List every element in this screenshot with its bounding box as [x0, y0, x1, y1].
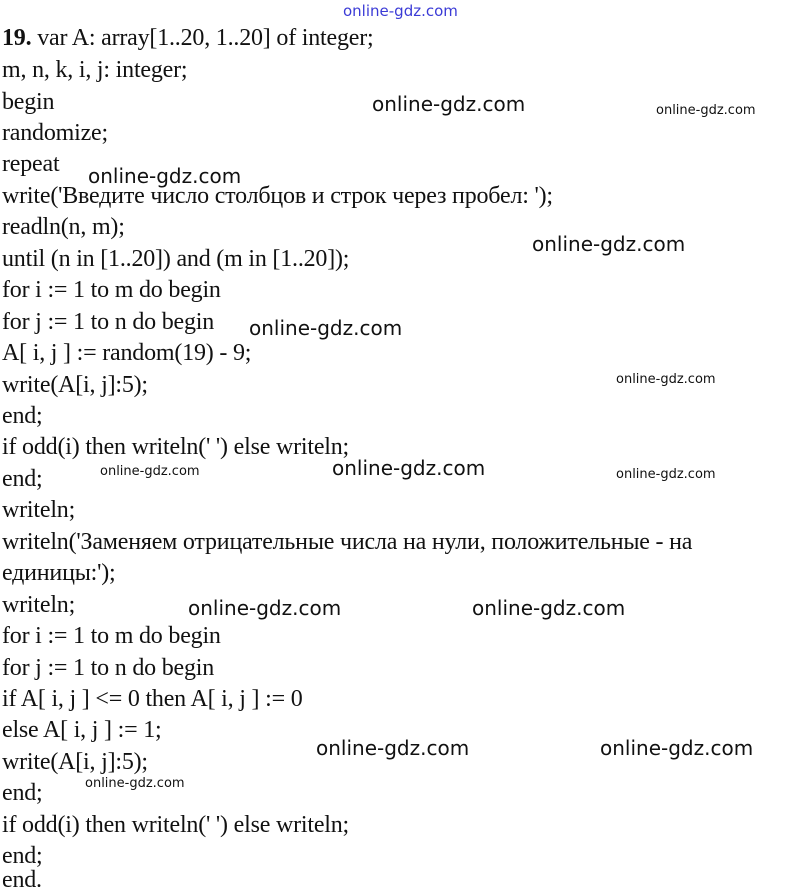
watermark: online-gdz.com: [532, 232, 686, 256]
watermark: online-gdz.com: [100, 464, 200, 479]
code-line-2: m, n, k, i, j: integer;: [2, 57, 188, 83]
code-line-17: writeln('Заменяем отрицательные числа на нули, положительные - на: [2, 529, 693, 555]
watermark: online-gdz.com: [616, 372, 716, 387]
watermark: online-gdz.com: [88, 164, 242, 188]
code-line-15: end;: [2, 466, 43, 492]
code-line-10: for j := 1 to n do begin: [2, 309, 215, 335]
code-line-25: end;: [2, 780, 43, 806]
code-line-4: randomize;: [2, 120, 108, 146]
code-line-16: writeln;: [2, 497, 76, 523]
code-line-20: for i := 1 to m do begin: [2, 623, 221, 649]
code-line-21: for j := 1 to n do begin: [2, 655, 215, 681]
code-line-6: write('Введите число столбцов и строк через пробел: ');: [2, 183, 553, 209]
watermark: online-gdz.com: [600, 736, 754, 760]
code-line-1: [2, 22, 374, 54]
code-line-22: if A[ i, j ] <= 0 then A[ i, j ] := 0: [2, 686, 303, 712]
code-text: var A: array[1..20, 1..20] of integer;: [31, 25, 374, 51]
watermark: online-gdz.com: [332, 456, 486, 480]
watermark: online-gdz.com: [616, 467, 716, 482]
code-line-5: repeat: [2, 151, 60, 177]
code-line-12: write(A[i, j]:5);: [2, 372, 148, 398]
watermark: online-gdz.com: [372, 92, 526, 116]
code-line-13: end;: [2, 403, 43, 429]
code-line-14: if odd(i) then writeln(' ') else writeln;: [2, 434, 350, 460]
code-line-23: else A[ i, j ] := 1;: [2, 717, 162, 743]
code-line-8: until (n in [1..20]) and (m in [1..20]);: [2, 246, 350, 272]
watermark: online-gdz.com: [472, 596, 626, 620]
code-line-11: A[ i, j ] := random(19) - 9;: [2, 340, 252, 366]
exercise-number: 19.: [2, 25, 32, 51]
code-line-3: begin: [2, 89, 55, 115]
code-line-18: единицы:');: [2, 560, 116, 586]
code-line-9: for i := 1 to m do begin: [2, 277, 221, 303]
code-line-26: if odd(i) then writeln(' ') else writeln;: [2, 812, 350, 838]
code-line-19: writeln;: [2, 592, 76, 618]
watermark: online-gdz.com: [656, 103, 756, 118]
watermark-top: online-gdz.com: [343, 2, 458, 20]
watermark: online-gdz.com: [188, 596, 342, 620]
code-line-28: end.: [2, 867, 42, 893]
watermark: online-gdz.com: [85, 776, 185, 791]
watermark: online-gdz.com: [316, 736, 470, 760]
watermark: online-gdz.com: [249, 316, 403, 340]
code-line-7: readln(n, m);: [2, 214, 125, 240]
code-line-27: end;: [2, 843, 43, 869]
code-line-24: write(A[i, j]:5);: [2, 749, 148, 775]
